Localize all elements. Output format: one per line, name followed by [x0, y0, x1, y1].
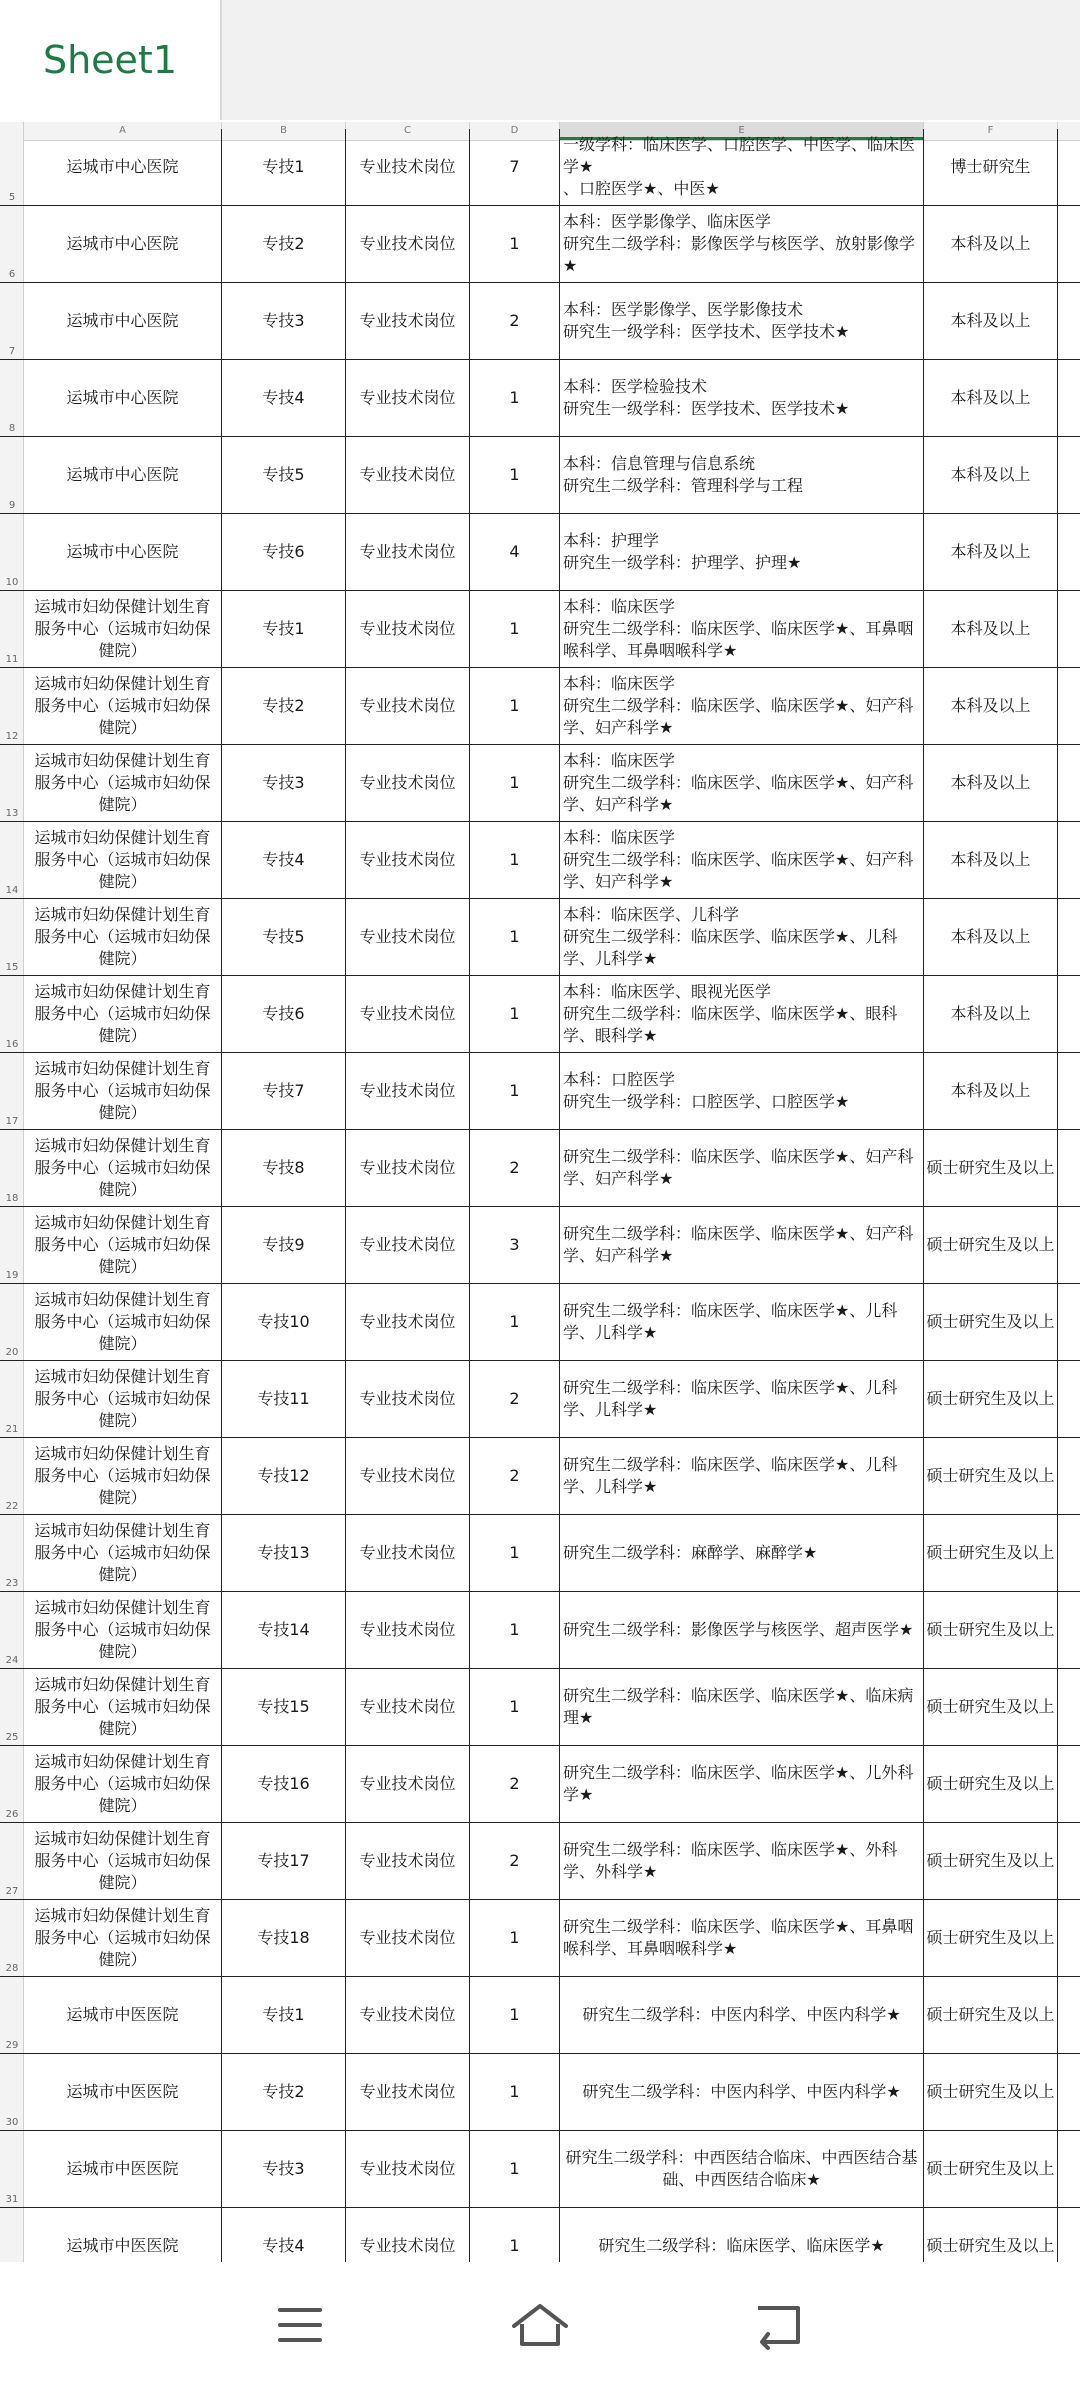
cell-education[interactable]: 硕士研究生及以上 [924, 1977, 1058, 2053]
cell-g[interactable] [1058, 591, 1080, 667]
cell-count[interactable]: 1 [470, 1592, 560, 1668]
cell-g[interactable] [1058, 206, 1080, 282]
row-number-label: 27 [5, 1886, 19, 1897]
cell-unit[interactable]: 运城市中医医院 [24, 1977, 222, 2053]
cell-g[interactable] [1058, 2054, 1080, 2130]
cell-position-code[interactable]: 专技3 [222, 283, 346, 359]
menu-button[interactable] [260, 2292, 340, 2358]
cell-unit[interactable]: 运城市妇幼保健计划生育服务中心（运城市妇幼保健院） [24, 1284, 222, 1360]
row-number-label: 11 [5, 654, 19, 665]
cell-unit[interactable]: 运城市中医医院 [24, 2054, 222, 2130]
cell-g[interactable] [1058, 129, 1080, 205]
cell-position-type[interactable]: 专业技术岗位 [346, 1053, 470, 1129]
row-number[interactable] [0, 1284, 24, 1360]
row-number-label: 16 [5, 1039, 19, 1050]
table-row[interactable] [0, 1438, 1080, 1515]
row-number[interactable] [0, 1515, 24, 1591]
cell-position-type[interactable]: 专业技术岗位 [346, 1977, 470, 2053]
cell-position-code[interactable]: 专技1 [222, 591, 346, 667]
cell-unit[interactable]: 运城市妇幼保健计划生育服务中心（运城市妇幼保健院） [24, 1130, 222, 1206]
row-number-label: 8 [8, 423, 16, 434]
row-number[interactable] [0, 2054, 24, 2130]
cell-position-type[interactable]: 专业技术岗位 [346, 899, 470, 975]
cell-education[interactable]: 硕士研究生及以上 [924, 2131, 1058, 2207]
cell-position-code[interactable]: 专技12 [222, 1438, 346, 1514]
cell-position-code[interactable]: 专技4 [222, 360, 346, 436]
cell-unit[interactable]: 运城市妇幼保健计划生育服务中心（运城市妇幼保健院） [24, 1515, 222, 1591]
cell-major[interactable]: 研究生二级学科：麻醉学、麻醉学★ [560, 1515, 924, 1591]
cell-major[interactable]: 本科：临床医学 研究生二级学科：临床医学、临床医学★、妇产科学、妇产科学★ [560, 745, 924, 821]
table-row[interactable] [0, 1977, 1080, 2054]
cell-position-type[interactable]: 专业技术岗位 [346, 2208, 470, 2284]
row-number[interactable] [0, 1823, 24, 1899]
cell-major[interactable]: 研究生二级学科：中医内科学、中医内科学★ [560, 2054, 924, 2130]
cell-position-code[interactable]: 专技6 [222, 976, 346, 1052]
cell-major[interactable]: 研究生二级学科：临床医学、临床医学★、儿科学、儿科学★ [560, 1284, 924, 1360]
cell-count[interactable]: 1 [470, 2054, 560, 2130]
cell-education[interactable]: 硕士研究生及以上 [924, 1284, 1058, 1360]
cell-education[interactable]: 本科及以上 [924, 206, 1058, 282]
row-number[interactable] [0, 745, 24, 821]
row-number[interactable] [0, 129, 24, 205]
cell-major[interactable]: 本科：医学检验技术 研究生一级学科：医学技术、医学技术★ [560, 360, 924, 436]
cell-unit[interactable]: 运城市妇幼保健计划生育服务中心（运城市妇幼保健院） [24, 745, 222, 821]
table-row[interactable] [0, 1207, 1080, 1284]
row-number-label: 23 [5, 1578, 19, 1589]
cell-major[interactable]: 研究生二级学科：临床医学、临床医学★、妇产科学、妇产科学★ [560, 1207, 924, 1283]
cell-g[interactable] [1058, 1977, 1080, 2053]
cell-education[interactable]: 本科及以上 [924, 822, 1058, 898]
cell-unit[interactable]: 运城市中心医院 [24, 206, 222, 282]
row-number[interactable] [0, 2131, 24, 2207]
table-row[interactable] [0, 1592, 1080, 1669]
cell-position-type[interactable]: 专业技术岗位 [346, 591, 470, 667]
table-row[interactable] [0, 129, 1080, 206]
cell-education[interactable]: 硕士研究生及以上 [924, 1438, 1058, 1514]
cell-count[interactable]: 1 [470, 1669, 560, 1745]
row-number-label: 5 [8, 192, 16, 203]
cell-position-code[interactable]: 专技2 [222, 668, 346, 744]
cell-position-code[interactable]: 专技11 [222, 1361, 346, 1437]
cell-position-code[interactable]: 专技4 [222, 2208, 346, 2284]
cell-count[interactable]: 1 [470, 2208, 560, 2284]
cell-position-type[interactable]: 专业技术岗位 [346, 668, 470, 744]
cell-major[interactable]: 本科：医学影像学、临床医学 研究生二级学科：影像医学与核医学、放射影像学★ [560, 206, 924, 282]
back-button[interactable] [740, 2292, 820, 2358]
cell-unit[interactable]: 运城市妇幼保健计划生育服务中心（运城市妇幼保健院） [24, 1438, 222, 1514]
cell-g[interactable] [1058, 283, 1080, 359]
cell-count[interactable]: 2 [470, 1746, 560, 1822]
cell-education[interactable]: 本科及以上 [924, 1053, 1058, 1129]
cell-position-type[interactable]: 专业技术岗位 [346, 129, 470, 205]
cell-unit[interactable]: 运城市妇幼保健计划生育服务中心（运城市妇幼保健院） [24, 1361, 222, 1437]
cell-education[interactable]: 硕士研究生及以上 [924, 2208, 1058, 2284]
cell-position-code[interactable]: 专技16 [222, 1746, 346, 1822]
cell-g[interactable] [1058, 1361, 1080, 1437]
cell-unit[interactable]: 运城市妇幼保健计划生育服务中心（运城市妇幼保健院） [24, 668, 222, 744]
table-row[interactable] [0, 1053, 1080, 1130]
row-number[interactable] [0, 1669, 24, 1745]
cell-major[interactable]: 研究生二级学科：临床医学、临床医学★、儿科学、儿科学★ [560, 1361, 924, 1437]
row-number[interactable] [0, 1438, 24, 1514]
row-number[interactable] [0, 360, 24, 436]
table-row[interactable] [0, 206, 1080, 283]
row-number[interactable] [0, 1207, 24, 1283]
table-row[interactable] [0, 283, 1080, 360]
cell-unit[interactable]: 运城市中医医院 [24, 2131, 222, 2207]
cell-unit[interactable]: 运城市妇幼保健计划生育服务中心（运城市妇幼保健院） [24, 899, 222, 975]
table-row[interactable] [0, 360, 1080, 437]
cell-g[interactable] [1058, 1823, 1080, 1899]
cell-education[interactable]: 本科及以上 [924, 976, 1058, 1052]
cell-major[interactable]: 一级学科：临床医学、口腔医学、中医学、临床医学★ 、口腔医学★、中医★ [560, 129, 924, 205]
row-number-label: 12 [5, 731, 19, 742]
cell-position-code[interactable]: 专技1 [222, 1977, 346, 2053]
cell-g[interactable] [1058, 1669, 1080, 1745]
cell-position-type[interactable]: 专业技术岗位 [346, 2131, 470, 2207]
cell-position-type[interactable]: 专业技术岗位 [346, 822, 470, 898]
row-number[interactable] [0, 206, 24, 282]
row-number[interactable] [0, 1592, 24, 1668]
column-header-a[interactable]: A [24, 122, 222, 140]
row-number[interactable] [0, 1900, 24, 1976]
cell-education[interactable]: 本科及以上 [924, 668, 1058, 744]
table-row[interactable] [0, 1515, 1080, 1592]
home-button[interactable] [500, 2292, 580, 2358]
row-number-label: 28 [5, 1963, 19, 1974]
menu-icon [276, 2305, 324, 2345]
row-number[interactable] [0, 1977, 24, 2053]
cell-education[interactable]: 硕士研究生及以上 [924, 1823, 1058, 1899]
row-number-label: 15 [5, 962, 19, 973]
table-row[interactable] [0, 1130, 1080, 1207]
cell-count[interactable]: 1 [470, 2131, 560, 2207]
row-number-label: 30 [5, 2117, 19, 2128]
cell-unit[interactable]: 运城市中心医院 [24, 437, 222, 513]
cell-education[interactable]: 本科及以上 [924, 514, 1058, 590]
cell-unit[interactable]: 运城市中心医院 [24, 360, 222, 436]
sheet-tab[interactable]: Sheet1 [0, 0, 222, 120]
cell-education[interactable]: 硕士研究生及以上 [924, 1207, 1058, 1283]
cell-education[interactable]: 本科及以上 [924, 899, 1058, 975]
cell-count[interactable]: 2 [470, 283, 560, 359]
table-row[interactable] [0, 437, 1080, 514]
cell-education[interactable]: 硕士研究生及以上 [924, 2054, 1058, 2130]
cell-count[interactable]: 1 [470, 899, 560, 975]
table-row[interactable] [0, 2131, 1080, 2208]
row-number-label: 7 [8, 346, 16, 357]
cell-g[interactable] [1058, 1130, 1080, 1206]
row-number[interactable] [0, 591, 24, 667]
cell-major[interactable]: 研究生二级学科：中医内科学、中医内科学★ [560, 1977, 924, 2053]
cell-position-type[interactable]: 专业技术岗位 [346, 514, 470, 590]
cell-position-code[interactable]: 专技1 [222, 129, 346, 205]
cell-position-code[interactable]: 专技14 [222, 1592, 346, 1668]
row-number-label: 24 [5, 1655, 19, 1666]
cell-unit[interactable]: 运城市中医医院 [24, 2208, 222, 2284]
cell-major[interactable]: 研究生二级学科：中西医结合临床、中西医结合基础、中西医结合临床★ [560, 2131, 924, 2207]
cell-position-code[interactable]: 专技17 [222, 1823, 346, 1899]
cell-position-code[interactable]: 专技15 [222, 1669, 346, 1745]
cell-g[interactable] [1058, 899, 1080, 975]
cell-major[interactable]: 研究生二级学科：临床医学、临床医学★、妇产科学、妇产科学★ [560, 1130, 924, 1206]
cell-position-code[interactable]: 专技8 [222, 1130, 346, 1206]
cell-position-type[interactable]: 专业技术岗位 [346, 1746, 470, 1822]
cell-g[interactable] [1058, 745, 1080, 821]
cell-unit[interactable]: 运城市中心医院 [24, 283, 222, 359]
cell-count[interactable]: 1 [470, 668, 560, 744]
cell-g[interactable] [1058, 2131, 1080, 2207]
cell-count[interactable]: 2 [470, 1823, 560, 1899]
cell-unit[interactable]: 运城市妇幼保健计划生育服务中心（运城市妇幼保健院） [24, 1746, 222, 1822]
back-icon [754, 2302, 806, 2348]
row-number[interactable] [0, 514, 24, 590]
row-number-label: 13 [5, 808, 19, 819]
cell-g[interactable] [1058, 1515, 1080, 1591]
cell-g[interactable] [1058, 1746, 1080, 1822]
cell-position-type[interactable]: 专业技术岗位 [346, 976, 470, 1052]
system-nav-bar [0, 2262, 1080, 2388]
row-number-label: 14 [5, 885, 19, 896]
cell-position-type[interactable]: 专业技术岗位 [346, 437, 470, 513]
cell-position-type[interactable]: 专业技术岗位 [346, 1592, 470, 1668]
table-row[interactable] [0, 745, 1080, 822]
cell-unit[interactable]: 运城市妇幼保健计划生育服务中心（运城市妇幼保健院） [24, 1669, 222, 1745]
cell-g[interactable] [1058, 1900, 1080, 1976]
cell-g[interactable] [1058, 437, 1080, 513]
cell-position-code[interactable]: 专技18 [222, 1900, 346, 1976]
table-row[interactable] [0, 1669, 1080, 1746]
row-number-label: 21 [5, 1424, 19, 1435]
cell-major[interactable]: 本科：临床医学、儿科学 研究生二级学科：临床医学、临床医学★、儿科学、儿科学★ [560, 899, 924, 975]
cell-g[interactable] [1058, 822, 1080, 898]
row-number[interactable] [0, 976, 24, 1052]
cell-position-code[interactable]: 专技2 [222, 2054, 346, 2130]
row-number[interactable] [0, 668, 24, 744]
row-number-label: 17 [5, 1116, 19, 1127]
cell-count[interactable]: 1 [470, 360, 560, 436]
cell-count[interactable]: 1 [470, 591, 560, 667]
cell-position-code[interactable]: 专技4 [222, 822, 346, 898]
cell-count[interactable]: 1 [470, 437, 560, 513]
cell-count[interactable]: 2 [470, 1438, 560, 1514]
cell-position-type[interactable]: 专业技术岗位 [346, 1284, 470, 1360]
cell-count[interactable]: 1 [470, 745, 560, 821]
cell-unit[interactable]: 运城市妇幼保健计划生育服务中心（运城市妇幼保健院） [24, 1053, 222, 1129]
cell-g[interactable] [1058, 1207, 1080, 1283]
cell-position-code[interactable]: 专技6 [222, 514, 346, 590]
cell-count[interactable]: 1 [470, 976, 560, 1052]
row-number[interactable] [0, 437, 24, 513]
table-row[interactable] [0, 1900, 1080, 1977]
column-header-c[interactable]: C [346, 122, 470, 140]
cell-major[interactable]: 本科：护理学 研究生一级学科：护理学、护理★ [560, 514, 924, 590]
table-row[interactable] [0, 591, 1080, 668]
table-row[interactable] [0, 1823, 1080, 1900]
cell-g[interactable] [1058, 1438, 1080, 1514]
cell-g[interactable] [1058, 668, 1080, 744]
cell-major[interactable]: 研究生二级学科：临床医学、临床医学★、外科学、外科学★ [560, 1823, 924, 1899]
cell-count[interactable]: 4 [470, 514, 560, 590]
cell-position-type[interactable]: 专业技术岗位 [346, 1515, 470, 1591]
cell-unit[interactable]: 运城市妇幼保健计划生育服务中心（运城市妇幼保健院） [24, 976, 222, 1052]
column-header-f[interactable]: F [924, 122, 1058, 140]
cell-education[interactable]: 本科及以上 [924, 745, 1058, 821]
row-number-label: 29 [5, 2040, 19, 2051]
cell-unit[interactable]: 运城市妇幼保健计划生育服务中心（运城市妇幼保健院） [24, 591, 222, 667]
row-number[interactable] [0, 1746, 24, 1822]
row-number-label: 9 [8, 500, 16, 511]
sheet-tab-bar [0, 0, 1080, 120]
cell-g[interactable] [1058, 976, 1080, 1052]
column-header-e[interactable]: E [560, 122, 924, 140]
cell-position-code[interactable]: 专技13 [222, 1515, 346, 1591]
cell-unit[interactable]: 运城市妇幼保健计划生育服务中心（运城市妇幼保健院） [24, 1900, 222, 1976]
table-row[interactable] [0, 976, 1080, 1053]
cell-position-type[interactable]: 专业技术岗位 [346, 1900, 470, 1976]
cell-count[interactable]: 2 [470, 1361, 560, 1437]
row-number[interactable] [0, 1361, 24, 1437]
table-row[interactable] [0, 2054, 1080, 2131]
cell-g[interactable] [1058, 360, 1080, 436]
cell-position-type[interactable]: 专业技术岗位 [346, 1823, 470, 1899]
cell-major[interactable]: 本科：临床医学、眼视光医学 研究生二级学科：临床医学、临床医学★、眼科学、眼科学★ [560, 976, 924, 1052]
cell-position-type[interactable]: 专业技术岗位 [346, 283, 470, 359]
cell-education[interactable]: 本科及以上 [924, 591, 1058, 667]
table-row[interactable] [0, 1361, 1080, 1438]
cell-count[interactable]: 2 [470, 1130, 560, 1206]
spreadsheet-grid[interactable] [0, 135, 1080, 2261]
row-number[interactable] [0, 899, 24, 975]
cell-education[interactable]: 博士研究生 [924, 129, 1058, 205]
cell-unit[interactable]: 运城市中心医院 [24, 129, 222, 205]
cell-position-code[interactable]: 专技10 [222, 1284, 346, 1360]
row-number-label: 25 [5, 1732, 19, 1743]
cell-major[interactable]: 研究生二级学科：影像医学与核医学、超声医学★ [560, 1592, 924, 1668]
cell-major[interactable]: 研究生二级学科：临床医学、临床医学★、儿外科学★ [560, 1746, 924, 1822]
row-number-label: 19 [5, 1270, 19, 1281]
cell-unit[interactable]: 运城市妇幼保健计划生育服务中心（运城市妇幼保健院） [24, 1823, 222, 1899]
cell-unit[interactable]: 运城市中心医院 [24, 514, 222, 590]
row-number-label: 10 [5, 577, 19, 588]
cell-education[interactable]: 硕士研究生及以上 [924, 1900, 1058, 1976]
cell-education[interactable]: 硕士研究生及以上 [924, 1130, 1058, 1206]
cell-education[interactable]: 本科及以上 [924, 360, 1058, 436]
cell-g[interactable] [1058, 1284, 1080, 1360]
cell-education[interactable]: 本科及以上 [924, 437, 1058, 513]
cell-education[interactable]: 硕士研究生及以上 [924, 1515, 1058, 1591]
cell-count[interactable]: 1 [470, 822, 560, 898]
table-row[interactable] [0, 1284, 1080, 1361]
cell-position-code[interactable]: 专技3 [222, 2131, 346, 2207]
table-row[interactable] [0, 514, 1080, 591]
cell-major[interactable]: 研究生二级学科：临床医学、临床医学★、儿科学、儿科学★ [560, 1438, 924, 1514]
column-header-b[interactable]: B [222, 122, 346, 140]
cell-count[interactable]: 3 [470, 1207, 560, 1283]
cell-major[interactable]: 本科：信息管理与信息系统 研究生二级学科：管理科学与工程 [560, 437, 924, 513]
row-number-label: 20 [5, 1347, 19, 1358]
table-row[interactable] [0, 1746, 1080, 1823]
cell-count[interactable]: 1 [470, 1053, 560, 1129]
cell-education[interactable]: 硕士研究生及以上 [924, 1361, 1058, 1437]
row-number-label: 6 [8, 269, 16, 280]
cell-position-type[interactable]: 专业技术岗位 [346, 745, 470, 821]
cell-position-type[interactable]: 专业技术岗位 [346, 2054, 470, 2130]
row-number[interactable] [0, 1053, 24, 1129]
cell-count[interactable]: 1 [470, 1900, 560, 1976]
row-number[interactable] [0, 283, 24, 359]
cell-major[interactable]: 本科：临床医学 研究生二级学科：临床医学、临床医学★、妇产科学、妇产科学★ [560, 668, 924, 744]
cell-position-code[interactable]: 专技5 [222, 899, 346, 975]
cell-position-code[interactable]: 专技9 [222, 1207, 346, 1283]
cell-count[interactable]: 1 [470, 1515, 560, 1591]
column-header-d[interactable]: D [470, 122, 560, 140]
cell-position-type[interactable]: 专业技术岗位 [346, 1361, 470, 1437]
cell-education[interactable]: 硕士研究生及以上 [924, 1592, 1058, 1668]
cell-count[interactable]: 1 [470, 1977, 560, 2053]
cell-position-type[interactable]: 专业技术岗位 [346, 1438, 470, 1514]
cell-count[interactable]: 1 [470, 206, 560, 282]
row-number[interactable] [0, 822, 24, 898]
row-number[interactable] [0, 1130, 24, 1206]
cell-position-type[interactable]: 专业技术岗位 [346, 1207, 470, 1283]
home-icon [510, 2302, 570, 2348]
cell-g[interactable] [1058, 514, 1080, 590]
cell-position-type[interactable]: 专业技术岗位 [346, 1669, 470, 1745]
cell-unit[interactable]: 运城市妇幼保健计划生育服务中心（运城市妇幼保健院） [24, 1207, 222, 1283]
cell-position-code[interactable]: 专技2 [222, 206, 346, 282]
cell-count[interactable]: 7 [470, 129, 560, 205]
table-row[interactable] [0, 668, 1080, 745]
cell-major[interactable]: 研究生二级学科：临床医学、临床医学★ [560, 2208, 924, 2284]
table-row[interactable] [0, 899, 1080, 976]
cell-position-code[interactable]: 专技5 [222, 437, 346, 513]
row-number-label: 22 [5, 1501, 19, 1512]
table-row[interactable] [0, 822, 1080, 899]
cell-position-code[interactable]: 专技3 [222, 745, 346, 821]
cell-position-type[interactable]: 专业技术岗位 [346, 206, 470, 282]
row-number-label: 26 [5, 1809, 19, 1820]
cell-education[interactable]: 硕士研究生及以上 [924, 1669, 1058, 1745]
cell-position-type[interactable]: 专业技术岗位 [346, 1130, 470, 1206]
row-number-label: 18 [5, 1193, 19, 1204]
cell-position-type[interactable]: 专业技术岗位 [346, 360, 470, 436]
cell-education[interactable]: 本科及以上 [924, 283, 1058, 359]
cell-major[interactable]: 本科：口腔医学 研究生一级学科：口腔医学、口腔医学★ [560, 1053, 924, 1129]
row-number-label: 31 [5, 2194, 19, 2205]
cell-unit[interactable]: 运城市妇幼保健计划生育服务中心（运城市妇幼保健院） [24, 822, 222, 898]
cell-unit[interactable]: 运城市妇幼保健计划生育服务中心（运城市妇幼保健院） [24, 1592, 222, 1668]
cell-g[interactable] [1058, 1592, 1080, 1668]
cell-major[interactable]: 本科：临床医学 研究生二级学科：临床医学、临床医学★、耳鼻咽喉科学、耳鼻咽喉科学★ [560, 591, 924, 667]
cell-major[interactable]: 研究生二级学科：临床医学、临床医学★、临床病理★ [560, 1669, 924, 1745]
cell-major[interactable]: 本科：医学影像学、医学影像技术 研究生一级学科：医学技术、医学技术★ [560, 283, 924, 359]
cell-education[interactable]: 硕士研究生及以上 [924, 1746, 1058, 1822]
cell-major[interactable]: 本科：临床医学 研究生二级学科：临床医学、临床医学★、妇产科学、妇产科学★ [560, 822, 924, 898]
cell-major[interactable]: 研究生二级学科：临床医学、临床医学★、耳鼻咽喉科学、耳鼻咽喉科学★ [560, 1900, 924, 1976]
cell-count[interactable]: 1 [470, 1284, 560, 1360]
cell-g[interactable] [1058, 1053, 1080, 1129]
cell-position-code[interactable]: 专技7 [222, 1053, 346, 1129]
